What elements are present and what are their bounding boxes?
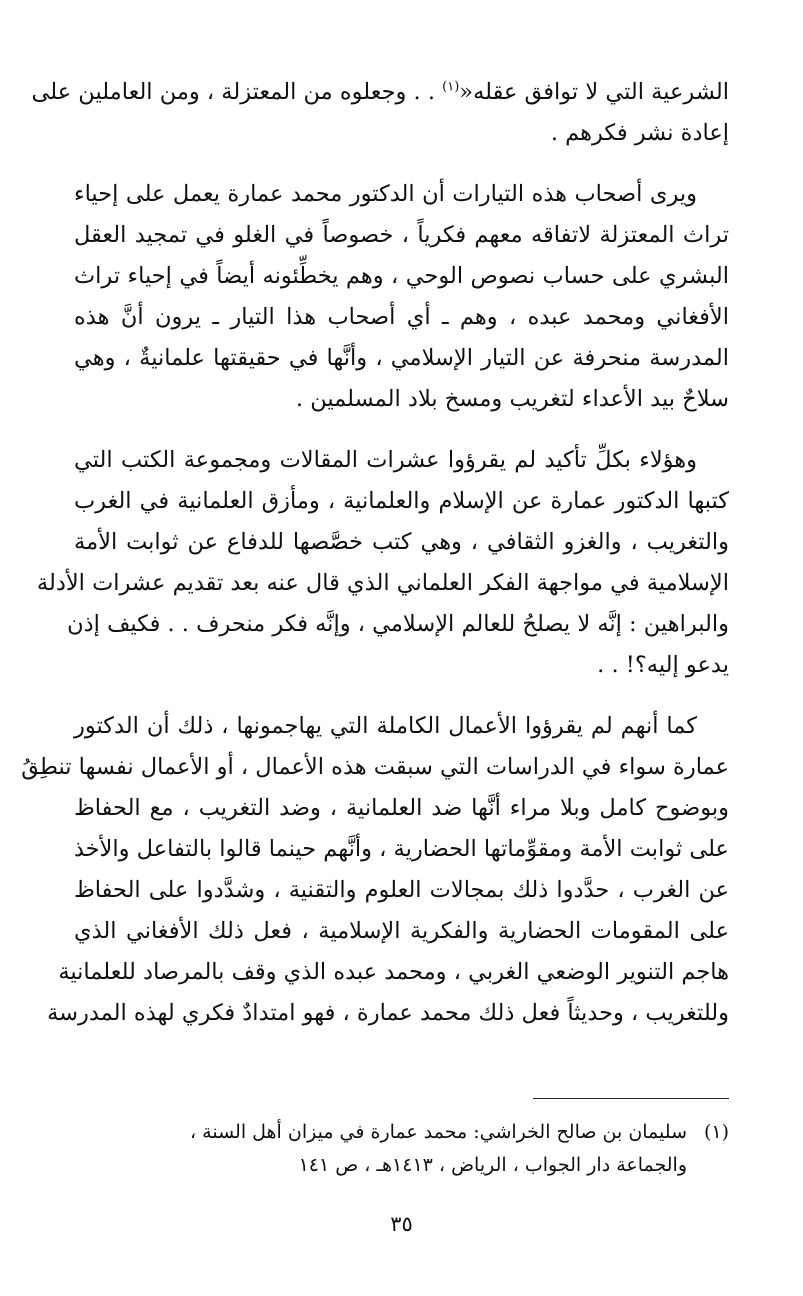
text-line: والتغريب ، والغزو الثقافي ، وهي كتب خصَّصها للدفاع عن ثوابت الأمة bbox=[74, 529, 729, 555]
text-segment: الشرعية التي لا توافق عقله bbox=[473, 79, 729, 105]
text-line: الأفغاني ومحمد عبده ، وهم ـ أي أصحاب هذا التيار ـ يرون أنَّ هذه bbox=[74, 304, 729, 330]
text-line: عمارة سواء في الدراسات التي سبقت هذه الأعمال ، أو الأعمال نفسها تنطِقُ bbox=[21, 754, 729, 780]
text-line: إعادة نشر فكرهم . bbox=[550, 120, 729, 146]
page-number: ٣٥ bbox=[390, 1212, 413, 1236]
text-line: سلاحٌ بيد الأعداء لتغريب ومسخ بلاد المسلمين . bbox=[295, 386, 729, 412]
paragraph-1 bbox=[31, 72, 729, 154]
footnote-line: والجماعة دار الجواب ، الرياض ، ١٤١٣هـ ، ص ١٤١ bbox=[298, 1154, 687, 1176]
text-line: يدعو إليه؟! . . bbox=[597, 652, 729, 678]
text-segment: . . وجعلوه من المعتزلة ، ومن العاملين على bbox=[31, 79, 435, 105]
text-line: والبراهين : إنَّه لا يصلحُ للعالم الإسلامي ، وإنَّه فكر منحرف . . فكيف إذن bbox=[67, 611, 729, 637]
text-line: تراث المعتزلة لاتفاقه معهم فكرياً ، خصوصاً في الغلو في تمجيد العقل bbox=[74, 222, 729, 248]
page-body bbox=[21, 72, 729, 1054]
footnote-text: سليمان بن صالح الخراشي: محمد عمارة في ميزان أهل السنة ، bbox=[190, 1121, 687, 1143]
paragraph-3 bbox=[36, 440, 729, 686]
text-line: كما أنهم لم يقرؤوا الأعمال الكاملة التي يهاجمونها ، ذلك أن الدكتور bbox=[74, 713, 697, 739]
footnote-separator bbox=[533, 1098, 729, 1099]
footnote-reference[interactable]: (١) bbox=[442, 79, 460, 95]
text-line: على ثوابت الأمة ومقوِّماتها الحضارية ، وأنَّهم حينما قالوا بالتفاعل والأخذ bbox=[73, 836, 729, 862]
text-line: وللتغريب ، وحديثاً فعل ذلك محمد عمارة ، فهو امتدادٌ فكري لهذه المدرسة bbox=[47, 1000, 729, 1026]
paragraph-4 bbox=[21, 706, 729, 1034]
text-line: هاجم التنوير الوضعي الغربي ، ومحمد عبده الذي وقف بالمرصاد للعلمانية bbox=[58, 959, 729, 985]
paragraph-2 bbox=[74, 174, 729, 420]
text-line: وبوضوح كامل وبلا مراء أنَّها ضد العلمانية ، وضد التغريب ، مع الحفاظ bbox=[74, 795, 729, 821]
text-line: ويرى أصحاب هذه التيارات أن الدكتور محمد عمارة يعمل على إحياء bbox=[74, 181, 697, 207]
text-line: وهؤلاء بكلِّ تأكيد لم يقرؤوا عشرات المقالات ومجموعة الكتب التي bbox=[74, 447, 697, 473]
text-line: كتبها الدكتور عمارة عن الإسلام والعلمانية ، ومأزق العلمانية في الغرب bbox=[74, 488, 729, 514]
footnote-number: (١) bbox=[703, 1121, 729, 1143]
footnote-line bbox=[74, 1116, 729, 1149]
text-line: الشرعية التي لا توافق عقله«$^{(١)}$ . . وجعلوه من المعتزلة ، ومن العاملين على bbox=[31, 79, 729, 105]
text-line: البشري على حساب نصوص الوحي ، وهم يخطِّئونه أيضاً في إحياء تراث bbox=[74, 263, 729, 289]
text-line: الإسلامية في مواجهة الفكر العلماني الذي قال عنه بعد تقديم عشرات الأدلة bbox=[36, 570, 729, 596]
text-line: المدرسة منحرفة عن التيار الإسلامي ، وأنَّها في حقيقتها علمانيةٌ ، وهي bbox=[74, 345, 729, 371]
footnote bbox=[74, 1116, 729, 1182]
text-line: على المقومات الحضارية والفكرية الإسلامية ، فعل ذلك الأفغاني الذي bbox=[74, 918, 729, 944]
text-line: عن الغرب ، حدَّدوا ذلك بمجالات العلوم والتقنية ، وشدَّدوا على الحفاظ bbox=[74, 877, 729, 903]
